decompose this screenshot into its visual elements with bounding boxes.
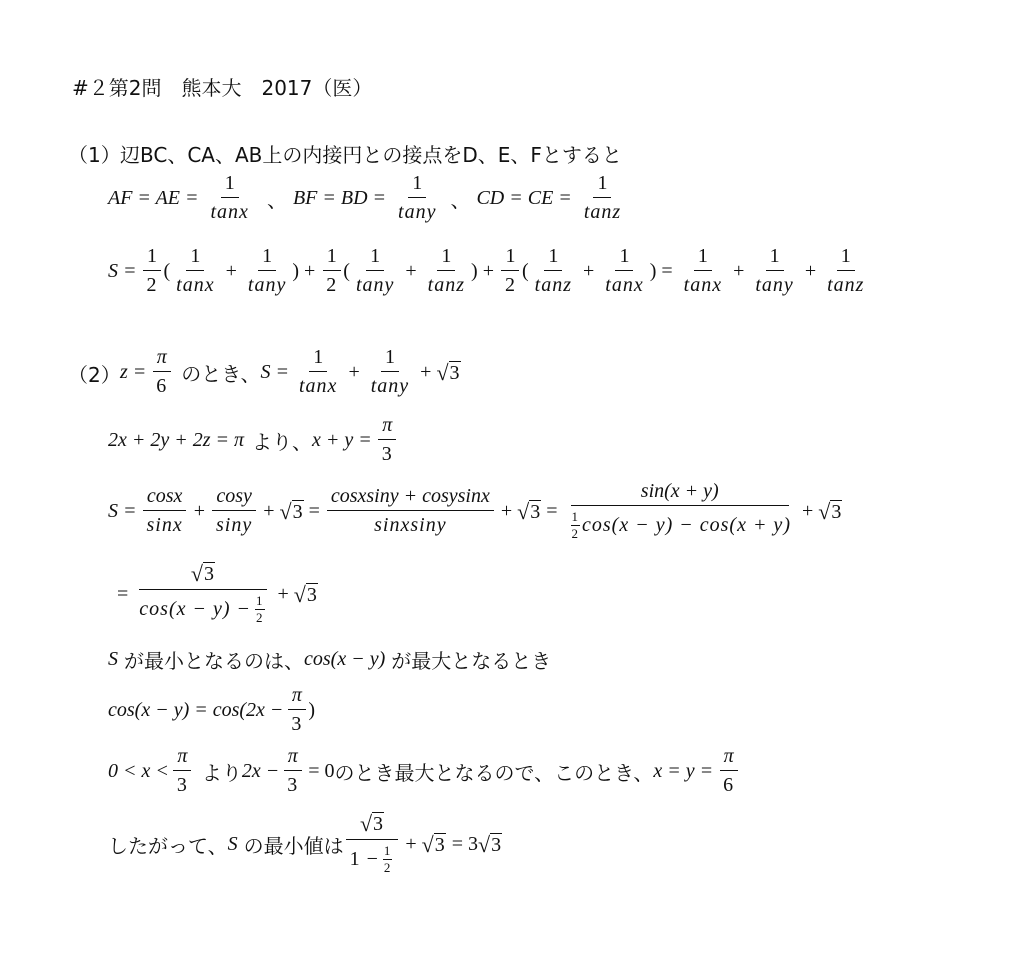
min-condition-line (108, 645, 551, 674)
frac-sin-sum: sin(x + y) $\frac{1}{2}$ cos(x − y) − cos(x + y) (571, 480, 791, 541)
separator: 、 (266, 187, 287, 212)
part2-first-line (120, 346, 461, 398)
plus: + (500, 499, 513, 522)
x-plus-y: x + y = (312, 428, 372, 451)
plus: + (801, 499, 814, 522)
equals: = (661, 259, 673, 282)
frac-cosy-siny: $\frac{\cos y}{\sin y}$ (212, 485, 256, 537)
sqrt3: √ 3 (421, 831, 445, 857)
conclusion-text: したがって、 (108, 833, 228, 858)
frac-tany: $\frac{1}{\tan y}$ (355, 245, 395, 296)
min-text: が最小となるのは、 (124, 649, 304, 673)
s-expansion-line (108, 480, 842, 542)
sqrt3: √ 3 (293, 581, 317, 607)
two-x-minus: 2x − (241, 759, 280, 782)
tangent-lengths-line (108, 172, 627, 224)
frac-pi-6: $\frac{\pi}{6}$ (152, 346, 171, 398)
frac-pi-3: $\frac{\pi}{3}$ (378, 414, 397, 466)
frac-tany: $\frac{1}{\tan y}$ (247, 245, 287, 296)
equals: = (308, 499, 320, 522)
lparen: ( (163, 259, 171, 282)
small-half: $\frac{1}{2}$ (256, 593, 264, 625)
frac-tanz: $\frac{1}{\tan z}$ (827, 245, 865, 296)
plus: + (804, 259, 817, 282)
min-value-text: の最小値は (243, 833, 344, 858)
equals: = (117, 582, 129, 605)
yori-text: より (201, 760, 242, 785)
s-eq: S = (108, 499, 137, 522)
half: $\frac{1}{2}$ (501, 245, 520, 297)
frac-sqrt3-over: √ 3 cos(x − y) − $\frac{1}{2}$ (135, 562, 270, 626)
frac-tanz: $\frac{1}{\tan z}$ (534, 245, 572, 296)
plus: + (277, 582, 289, 605)
cos-diff: cos(x − y) (304, 648, 386, 670)
sqrt3: √ 3 (279, 498, 303, 524)
s-label: S = (108, 259, 137, 282)
cd-ce-label: CD = CE = (476, 186, 572, 209)
plus: + (405, 259, 417, 282)
rparen: ) (292, 259, 299, 282)
s-sum-line (108, 245, 870, 297)
lparen: ( (343, 259, 350, 282)
plus: + (582, 259, 595, 282)
s-var: S (108, 648, 118, 670)
frac-1-tanx: $\frac{1}{\tan x}$ (210, 172, 249, 223)
angle-sum: 2x + 2y + 2z = π (108, 428, 245, 451)
s-simplified-line (112, 562, 318, 626)
frac-min-value: √ 3 1 − $\frac{1}{2}$ (346, 812, 399, 876)
plus: + (304, 259, 316, 282)
plus: + (348, 360, 360, 383)
frac-combined: $\frac{\text{cosxsiny + cosysinx}}{\text{sinxsiny}}$ (327, 485, 494, 537)
sqrt3: √ 3 (478, 831, 502, 857)
plus: + (405, 832, 417, 855)
frac-tanx: $\frac{1}{\tan x}$ (683, 245, 723, 296)
frac-pi-6: $\frac{\pi}{6}$ (719, 745, 738, 797)
eq-zero: = 0 (308, 759, 335, 782)
sqrt3: √ 3 (818, 498, 842, 524)
plus: + (733, 259, 745, 282)
plus: + (263, 499, 275, 522)
rparen: ) (649, 259, 657, 282)
lparen: ( (521, 259, 529, 282)
half: $\frac{1}{2}$ (322, 245, 341, 297)
af-ae-label: AF = AE = (108, 186, 199, 209)
equals: = (546, 499, 558, 522)
plus: + (420, 360, 432, 383)
frac-1-tany: $\frac{1}{\tan y}$ (398, 172, 437, 223)
sqrt3: √ 3 (517, 498, 541, 524)
separator: 、 (450, 187, 471, 212)
s-var: S (227, 832, 238, 855)
part1-intro: 辺BC、CA、AB上の内接円との接点をD、E、Fとすると (120, 143, 622, 167)
rparen: ) (308, 698, 316, 721)
frac-tanx: $\frac{1}{\tan x}$ (605, 245, 644, 296)
s-eq: S = (260, 360, 289, 383)
page-header: #２第2問 熊本大 2017（医） (72, 76, 373, 100)
rparen: ) (471, 259, 478, 282)
max-text: が最大となるとき (391, 649, 552, 673)
small-half: $\frac{1}{2}$ (383, 843, 392, 875)
frac-tanx: $\frac{1}{\tan x}$ (176, 245, 215, 296)
max-text: のとき最大となるので、このとき、 (334, 760, 654, 785)
frac-pi-3: $\frac{\pi}{3}$ (283, 745, 302, 797)
final-eq: = 3 (451, 832, 479, 855)
frac-tanx: $\frac{1}{\tan x}$ (298, 346, 338, 397)
plus: + (225, 259, 237, 282)
z-eq: z = (120, 360, 147, 383)
part2-label: （2） (68, 363, 121, 387)
plus: + (482, 259, 494, 282)
x-range: 0 < x < (108, 759, 169, 782)
yori-text: より、 (252, 429, 313, 454)
small-half: $\frac{1}{2}$ (571, 509, 580, 541)
half: $\frac{1}{2}$ (143, 245, 162, 297)
conclusion-line (108, 812, 502, 876)
bf-bd-label: BF = BD = (292, 186, 387, 209)
part1-label: （1） (68, 143, 121, 167)
notoki-text: のとき、 (181, 361, 261, 386)
frac-tanz: $\frac{1}{\tan z}$ (427, 245, 466, 296)
frac-tany: $\frac{1}{\tan y}$ (755, 245, 794, 296)
frac-pi-3: $\frac{\pi}{3}$ (173, 745, 192, 797)
frac-cosx-sinx: $\frac{\cos x}{\sin x}$ (143, 485, 187, 537)
sqrt3: √ 3 (436, 359, 460, 385)
angle-sum-line (108, 414, 399, 466)
max-line (108, 745, 740, 797)
plus: + (193, 499, 205, 522)
x-eq-y: x = y = (653, 759, 714, 782)
cos-identity-line (108, 684, 315, 736)
frac-pi-3: $\frac{\pi}{3}$ (287, 684, 306, 736)
cos-identity: cos(x − y) = cos(2x − (108, 698, 284, 721)
frac-1-tanz: $\frac{1}{\tan z}$ (583, 172, 622, 223)
frac-tany: $\frac{1}{\tan y}$ (370, 346, 410, 397)
